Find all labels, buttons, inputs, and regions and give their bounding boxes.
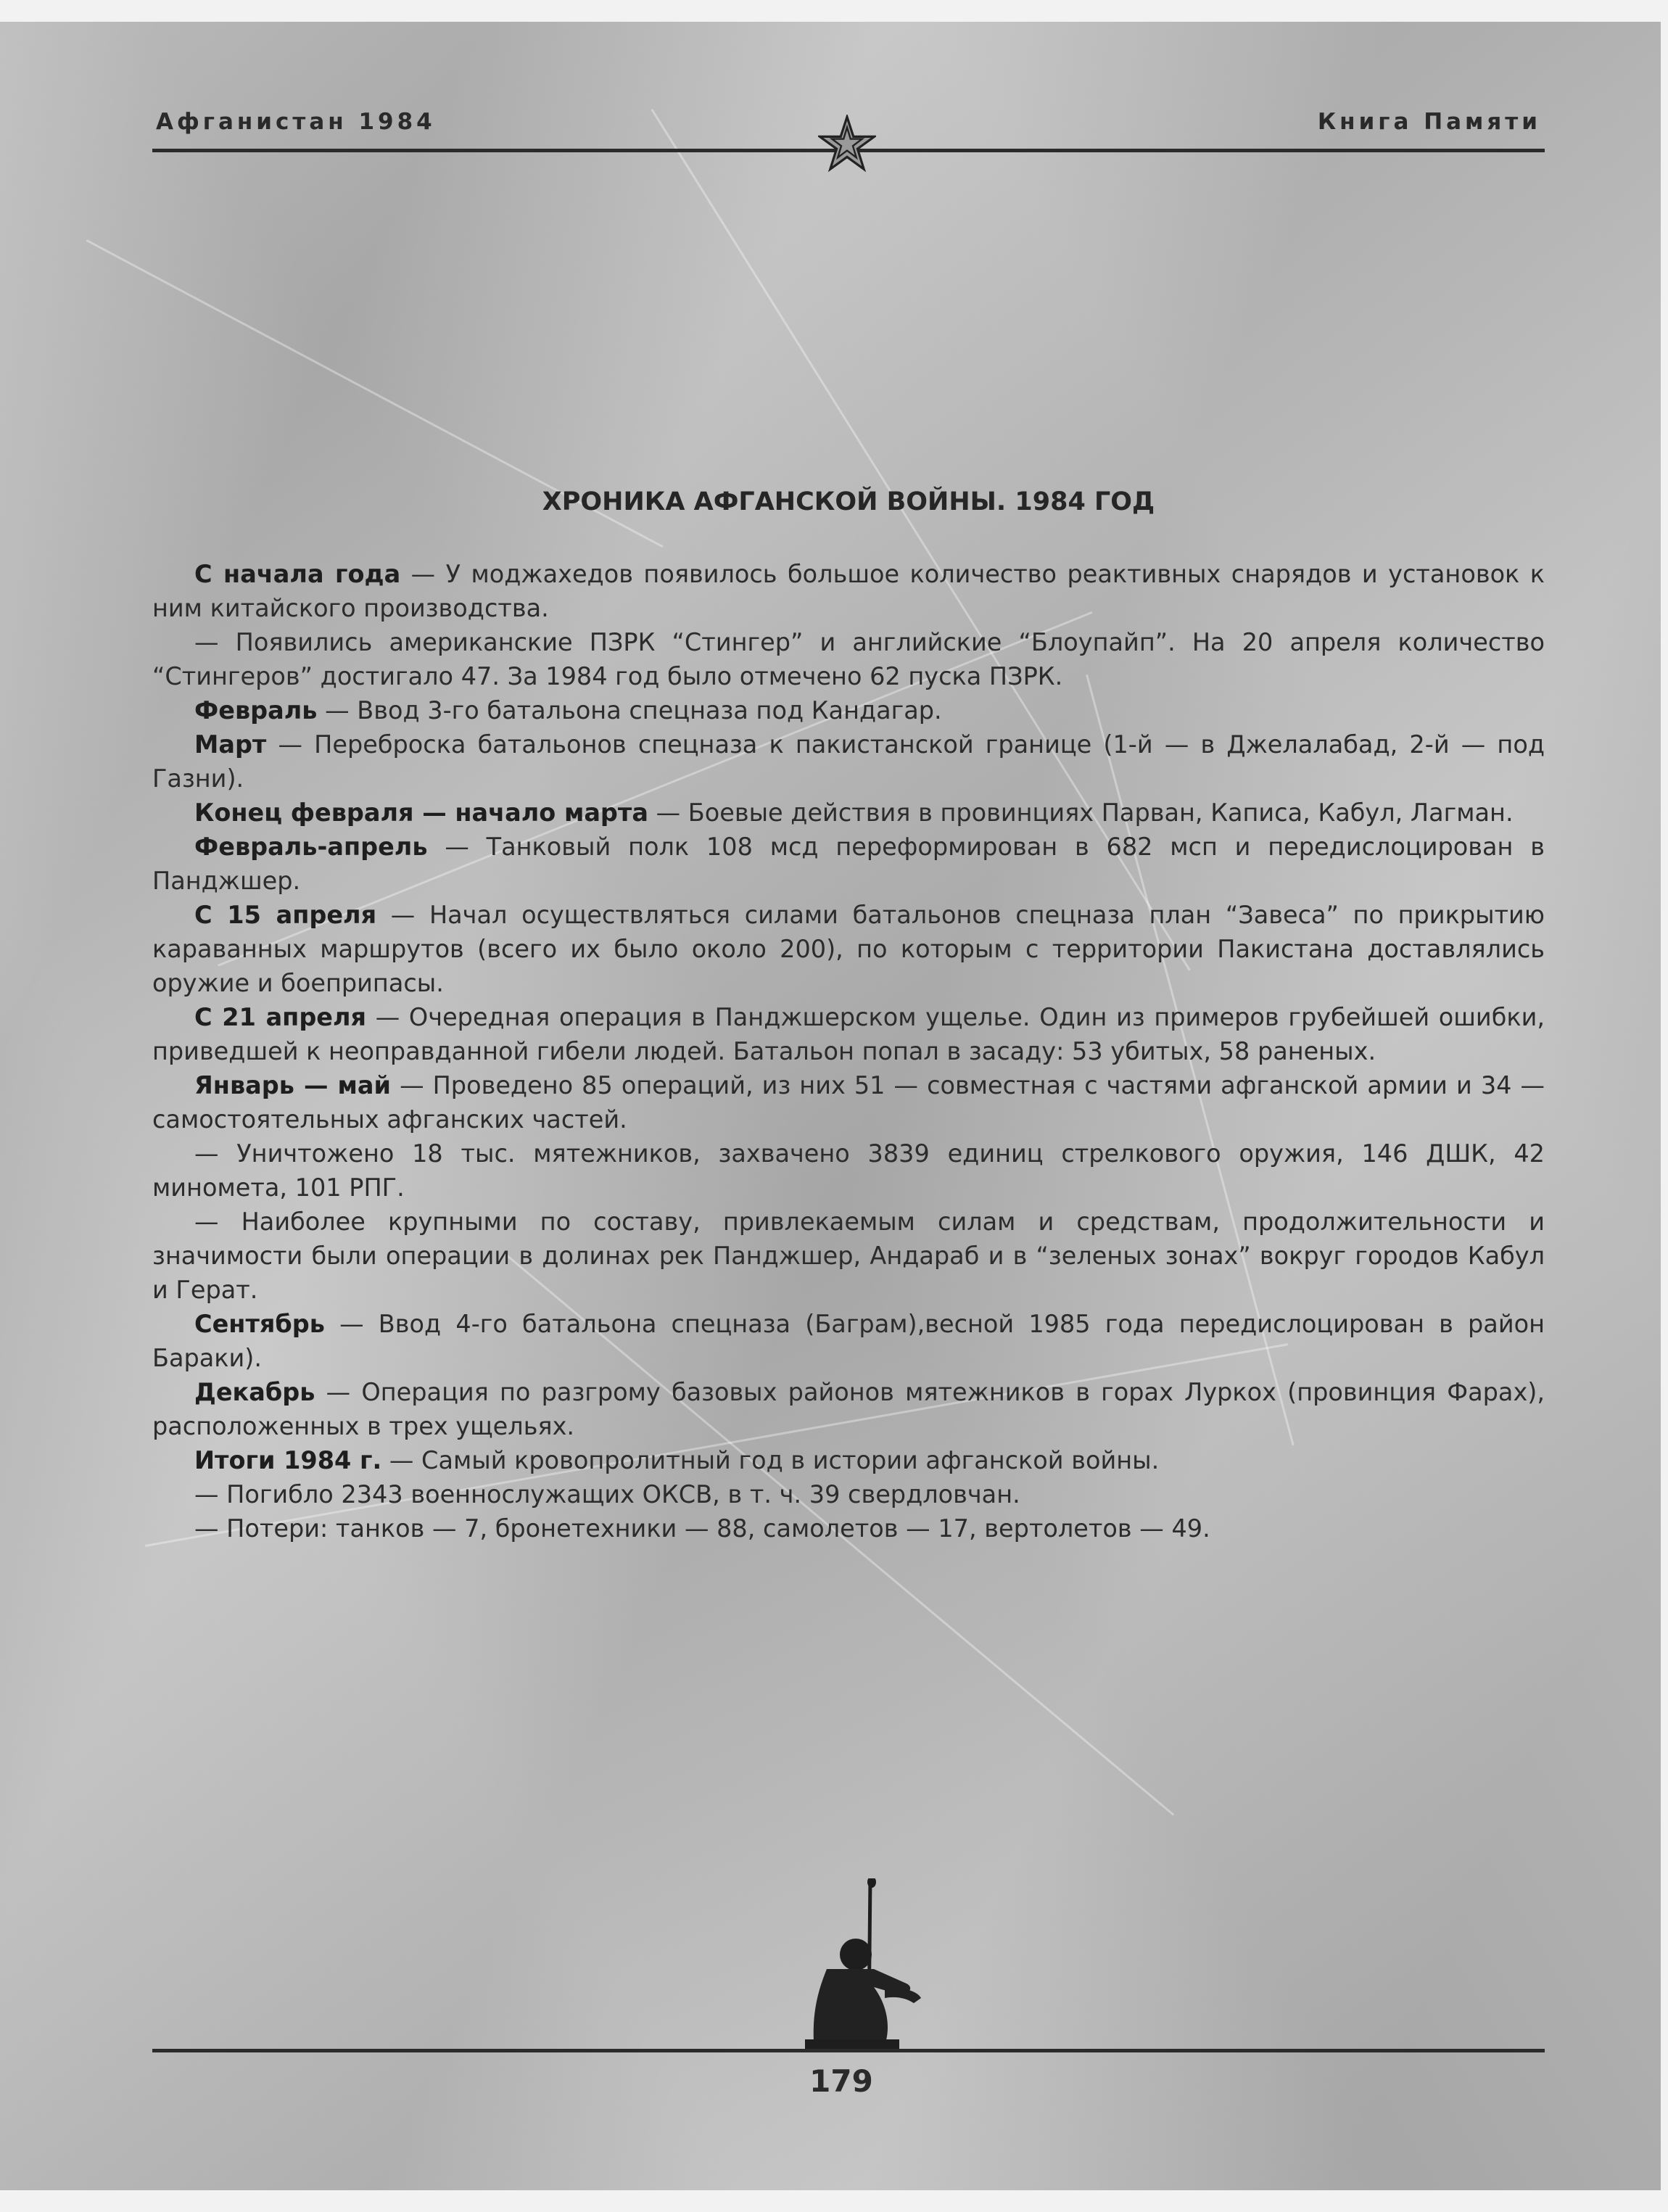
chronicle-paragraph: [152, 727, 1545, 796]
chronicle-paragraph: [152, 1136, 1545, 1205]
paragraph-text: — Погибло 2343 военнослужащих ОКСВ, в т. ч. 39 свердловчан.: [194, 1480, 1020, 1509]
running-header-left: Афганистан 1984: [156, 109, 436, 135]
paragraph-lead: Итоги 1984 г.: [194, 1446, 382, 1474]
paragraph-text: — У моджахедов появилось большое количество реактивных снарядов и установок к ним китайского производства.: [152, 560, 1545, 622]
paragraph-lead: Январь — май: [194, 1071, 392, 1099]
paragraph-text: — Очередная операция в Панджшерском ущелье. Один из примеров грубейшей ошибки, приведшей к неоправданной гибели людей. Батальон попал в засаду: 53 убитых, 58 раненых.: [152, 1003, 1545, 1065]
chronicle-paragraph: [152, 796, 1545, 830]
soldier-figure-icon: [776, 1878, 936, 2052]
paragraph-lead: С 15 апреля: [194, 901, 377, 929]
footer-rule: [152, 2049, 1545, 2052]
chronicle-paragraph: [152, 557, 1545, 625]
paragraph-text: — Операция по разгрому базовых районов мятежников в горах Луркох (провинция Фарах), расположенных в трех ущельях.: [152, 1378, 1545, 1440]
paragraph-text: — Самый кровопролитный год в истории афганской войны.: [381, 1446, 1160, 1474]
chronicle-paragraph: [152, 1307, 1545, 1375]
page-title: ХРОНИКА АФГАНСКОЙ ВОЙНЫ. 1984 ГОД: [542, 487, 1155, 516]
chronicle-paragraph: [152, 1000, 1545, 1068]
paragraph-text: — Проведено 85 операций, из них 51 — совместная с частями афганской армии и 34 — самостоятельных афганских частей.: [152, 1071, 1545, 1134]
chronicle-paragraph: [152, 693, 1545, 727]
running-header-right: Книга Памяти: [1317, 109, 1541, 135]
chronicle-paragraph: [152, 625, 1545, 693]
paragraph-lead: Февраль-апрель: [194, 833, 428, 861]
paragraph-lead: Февраль: [194, 696, 318, 725]
paragraph-lead: Конец февраля — начало марта: [194, 798, 648, 827]
page-number: 179: [809, 2063, 873, 2099]
chronicle-paragraph: [152, 1375, 1545, 1443]
paragraph-lead: С 21 апреля: [194, 1003, 367, 1031]
paragraph-text: — Танковый полк 108 мсд переформирован в 682 мсп и передислоцирован в Панджшер.: [152, 833, 1545, 895]
paragraph-text: — Начал осуществляться силами батальонов спецназа план “Завеса” по прикрытию караванных маршрутов (всего их было около 200), по которым с территории Пакистана доставлялись оружие и боеприпасы.: [152, 901, 1545, 997]
paragraph-lead: С начала года: [194, 560, 401, 588]
paragraph-text: — Боевые действия в провинциях Парван, Каписа, Кабул, Лагман.: [648, 798, 1514, 827]
chronicle-body: [152, 557, 1545, 1545]
chronicle-paragraph: [152, 1205, 1545, 1307]
chronicle-paragraph: [152, 1068, 1545, 1136]
paragraph-text: — Ввод 3-го батальона спецназа под Кандагар.: [317, 696, 942, 725]
paragraph-text: — Переброска батальонов спецназа к пакистанской границе (1-й — в Джелалабад, 2-й — под Газни).: [152, 730, 1545, 793]
paragraph-text: — Ввод 4-го батальона спецназа (Баграм),весной 1985 года передислоцирован в район Бараки).: [152, 1310, 1545, 1372]
paragraph-text: — Появились американские ПЗРК “Стингер” и английские “Блоупайп”. На 20 апреля количество “Стингеров” достигало 47. За 1984 год было отмечено 62 пуска ПЗРК.: [152, 628, 1545, 690]
paragraph-text: — Потери: танков — 7, бронетехники — 88, самолетов — 17, вертолетов — 49.: [194, 1514, 1210, 1543]
chronicle-paragraph: [152, 898, 1545, 1000]
chronicle-paragraph: [152, 1477, 1545, 1511]
paragraph-text: — Уничтожено 18 тыс. мятежников, захвачено 3839 единиц стрелкового оружия, 146 ДШК, 42 миномета, 101 РПГ.: [152, 1139, 1545, 1202]
paragraph-lead: Март: [194, 730, 267, 759]
chronicle-paragraph: [152, 1443, 1545, 1477]
chronicle-paragraph: [152, 830, 1545, 898]
chronicle-paragraph: [152, 1511, 1545, 1545]
paragraph-lead: Сентябрь: [194, 1310, 325, 1338]
paragraph-text: — Наиболее крупными по составу, привлекаемым силам и средствам, продолжительности и значимости были операции в долинах рек Панджшер, Андараб и в “зеленых зонах” вокруг городов Кабул и Герат.: [152, 1208, 1545, 1304]
paragraph-lead: Декабрь: [194, 1378, 315, 1406]
star-icon: [818, 115, 876, 173]
